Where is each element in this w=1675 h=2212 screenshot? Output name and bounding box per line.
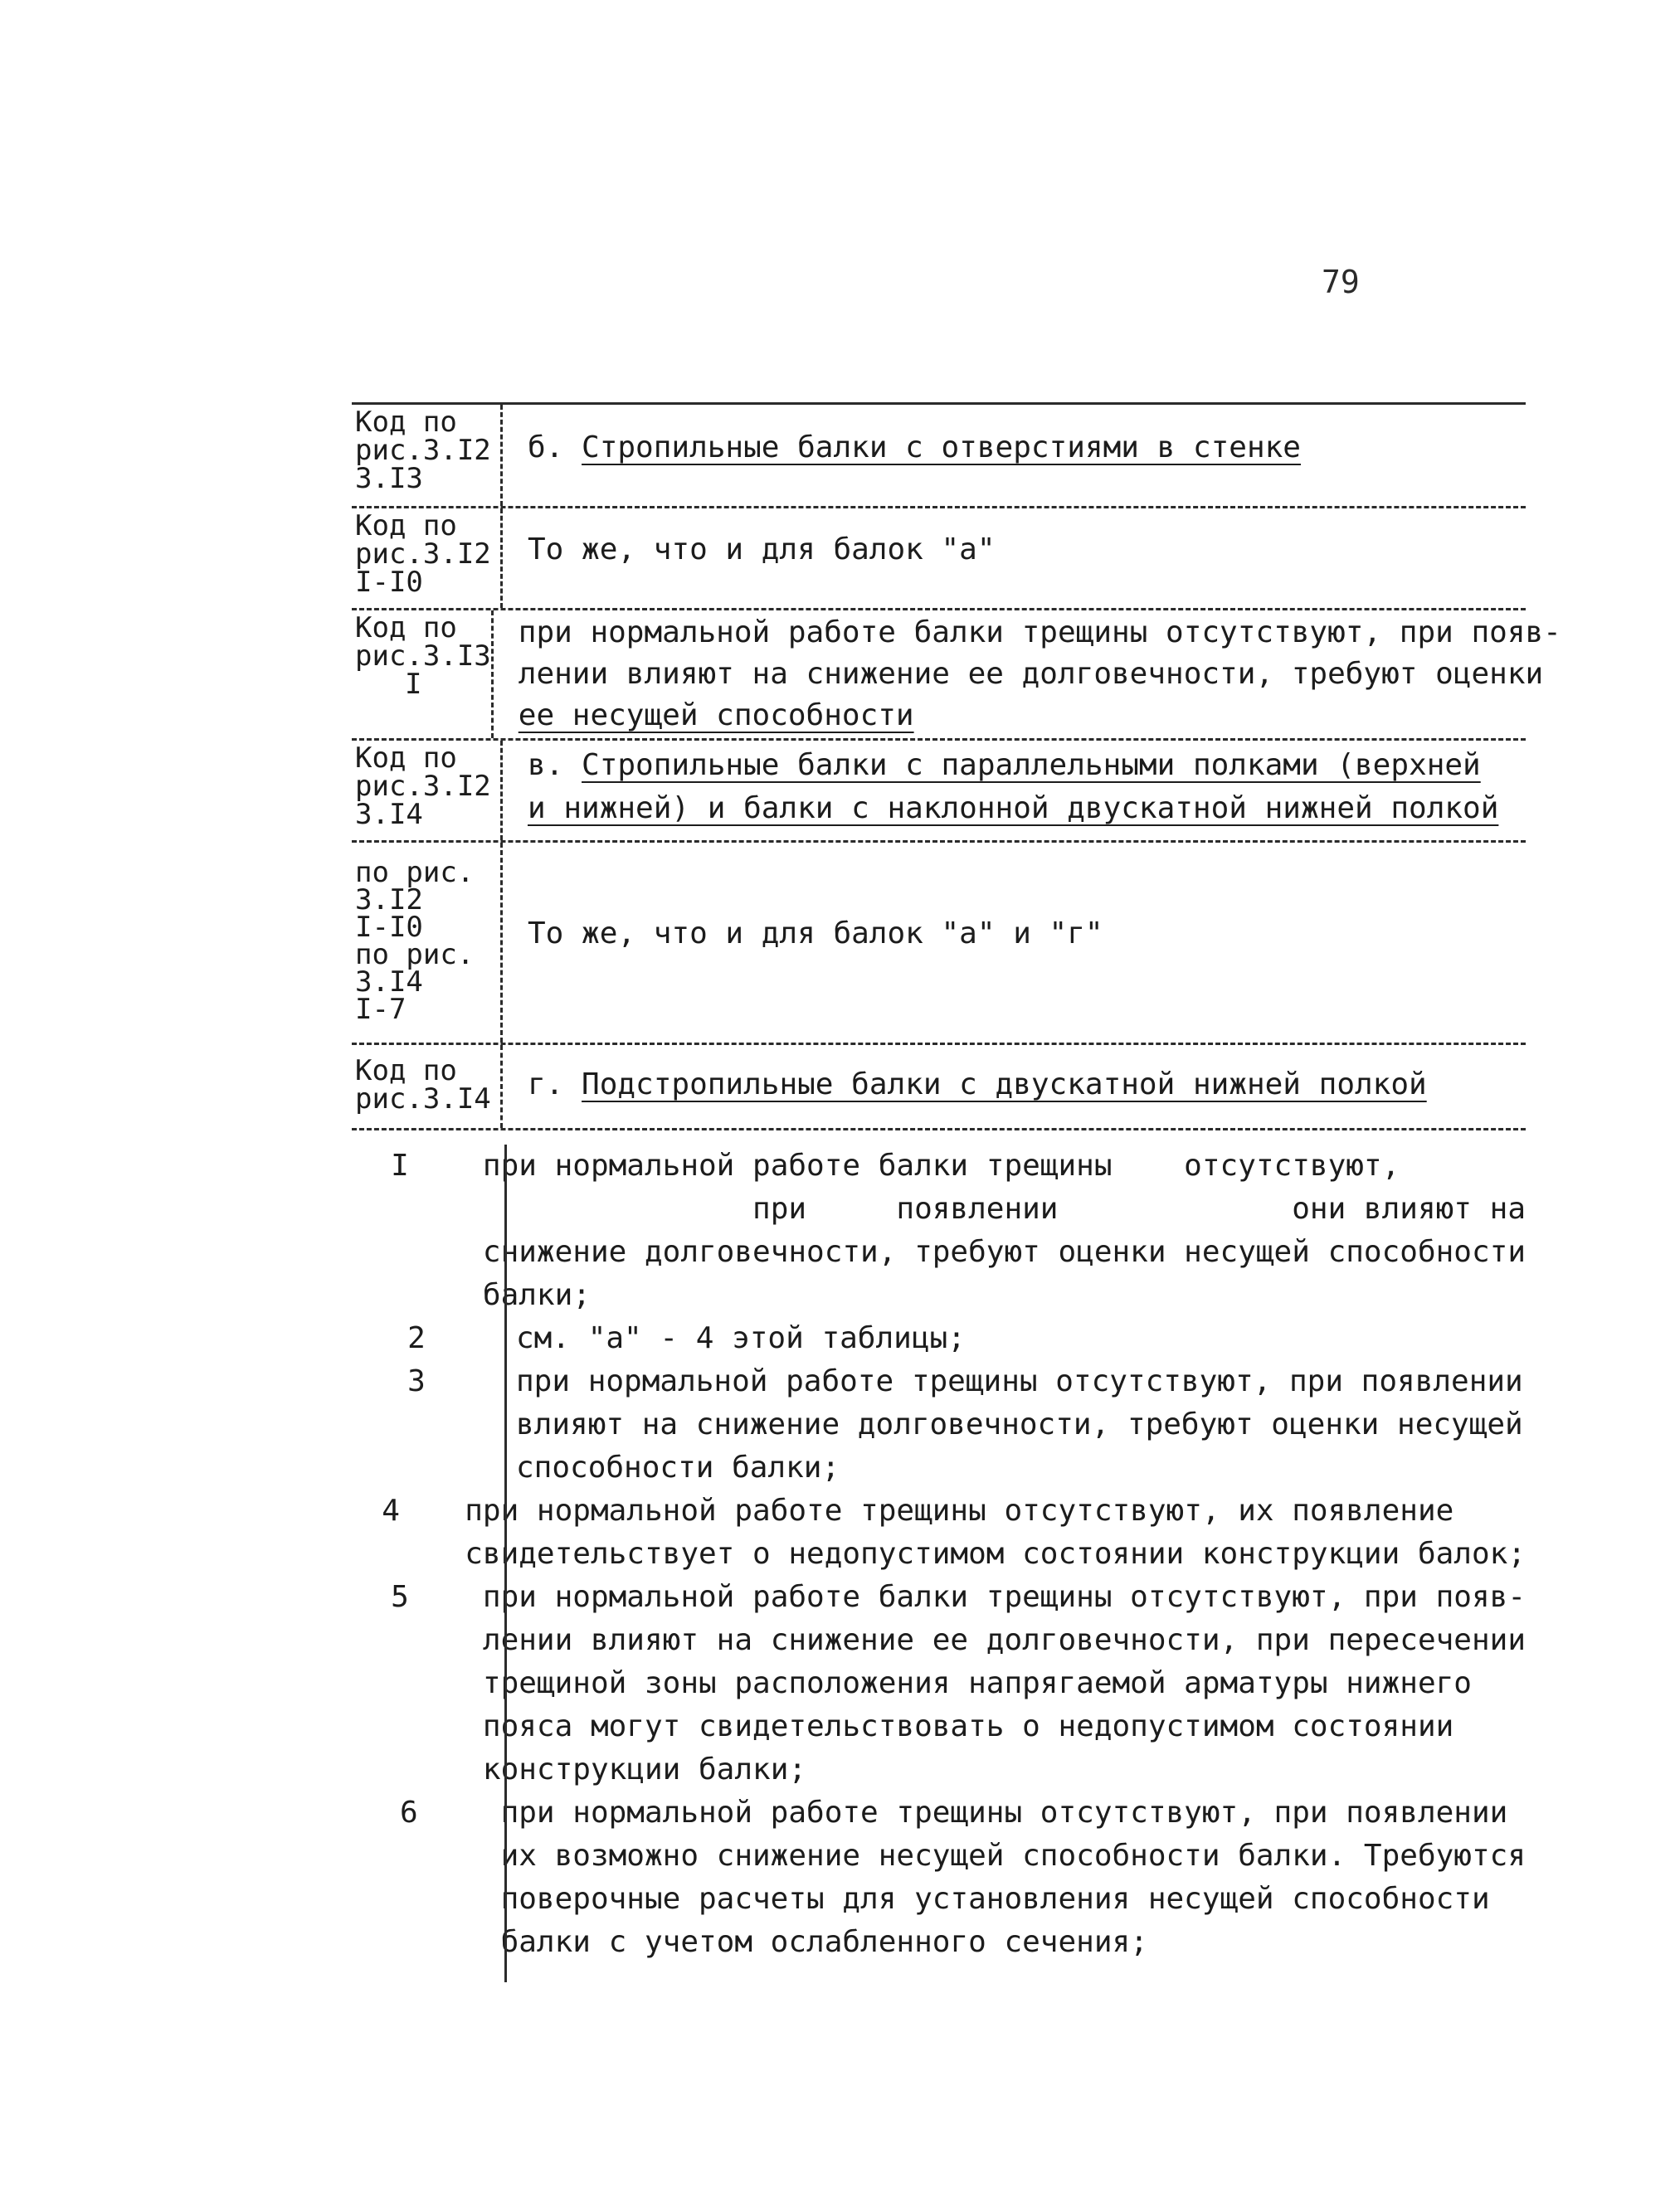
numbered-list xyxy=(352,1145,1526,1982)
code-line: рис.3.I3 xyxy=(355,639,491,673)
code-line: I-I0 xyxy=(355,911,423,944)
text-cell xyxy=(503,741,1526,840)
code-line: 3.I2 xyxy=(355,883,423,916)
section-heading-line: в. Стропильные балки с параллельными полками (верхней xyxy=(528,748,1481,782)
list-line: при нормальной работе трещины отсутствуют, при появлении xyxy=(500,1796,1508,1830)
code-line: Код по xyxy=(355,406,457,439)
text-cell xyxy=(503,508,1526,608)
page-number: 79 xyxy=(1322,264,1360,300)
list-line: при нормальной работе трещины отсутствуют, при появлении xyxy=(516,1364,1523,1398)
code-line: рис.3.I2 xyxy=(355,434,491,467)
text-cell xyxy=(503,405,1526,506)
list-vertical-rule xyxy=(504,1145,507,1982)
list-line: см. "а" - 4 этой таблицы; xyxy=(516,1321,966,1355)
list-item-text xyxy=(489,1791,1526,1964)
code-line: рис.3.I4 xyxy=(355,1082,491,1116)
code-line: I-7 xyxy=(355,993,407,1026)
code-cell xyxy=(352,610,494,738)
row-text: То же, что и для балок "а" xyxy=(528,532,996,566)
list-item-number: 4 xyxy=(382,1494,400,1528)
list-item-number: 2 xyxy=(407,1321,426,1355)
code-line: I xyxy=(405,668,422,701)
row-text-line: ее несущей способности xyxy=(518,698,914,732)
list-line: пояса могут свидетельствовать о недопустимом состоянии xyxy=(482,1709,1454,1743)
list-line: их возможно снижение несущей способности балки. Требуются xyxy=(500,1839,1526,1873)
list-line: при нормальной работе балки трещины отсутствуют, xyxy=(482,1149,1400,1183)
list-item xyxy=(352,1145,1526,1317)
list-item-text xyxy=(504,1317,1526,1360)
list-item-text xyxy=(453,1490,1526,1576)
code-line: Код по xyxy=(355,611,457,644)
list-line: при появлении они влияют на xyxy=(482,1192,1526,1226)
code-line: 3.I4 xyxy=(355,965,423,999)
table-row-same-as-a-g xyxy=(352,843,1526,1045)
list-item xyxy=(352,1317,1526,1360)
text-cell xyxy=(494,610,1561,738)
code-table xyxy=(352,402,1561,1130)
code-line: 3.I4 xyxy=(355,798,423,831)
section-heading-line: и нижней) и балки с наклонной двускатной нижней полкой xyxy=(528,791,1499,825)
list-line: балки с учетом ослабленного сечения; xyxy=(500,1925,1148,1959)
code-cell xyxy=(352,1045,503,1128)
list-line: способности балки; xyxy=(516,1451,840,1485)
code-cell xyxy=(352,508,503,608)
list-line: поверочные расчеты для установления несущей способности xyxy=(500,1882,1490,1916)
table-row-same-as-a xyxy=(352,508,1526,610)
table-row-v xyxy=(352,741,1526,843)
code-line: рис.3.I2 xyxy=(355,770,491,803)
code-line: рис.3.I2 xyxy=(355,537,491,571)
list-line: балки; xyxy=(482,1278,591,1312)
table-row-b xyxy=(352,405,1526,508)
code-line: Код по xyxy=(355,741,457,775)
text-cell xyxy=(503,1045,1526,1128)
code-cell xyxy=(352,741,503,840)
code-cell xyxy=(352,843,503,1043)
code-line: Код по xyxy=(355,1054,457,1087)
list-item-text xyxy=(471,1145,1526,1317)
text-cell xyxy=(503,843,1526,1043)
list-line: конструкции балки; xyxy=(482,1753,807,1787)
section-heading: г. Подстропильные балки с двускатной нижней полкой xyxy=(528,1067,1427,1101)
table-row-g xyxy=(352,1045,1526,1130)
list-item-text xyxy=(471,1576,1526,1791)
list-line: лении влияют на снижение ее долговечности, при пересечении xyxy=(482,1623,1526,1657)
list-item-number: 6 xyxy=(399,1796,418,1830)
list-line: при нормальной работе трещины отсутствуют, их появление xyxy=(465,1494,1454,1528)
code-line: по рис. xyxy=(355,856,475,889)
list-item-number: 3 xyxy=(407,1364,426,1398)
list-line: снижение долговечности, требуют оценки несущей способности xyxy=(482,1235,1526,1269)
code-cell xyxy=(352,405,503,506)
list-item-number: 5 xyxy=(391,1580,409,1614)
list-line: влияют на снижение долговечности, требуют оценки несущей xyxy=(516,1407,1523,1441)
row-text: То же, что и для балок "а" и "г" xyxy=(528,916,1103,950)
row-text-line: при нормальной работе балки трещины отсутствуют, при появ- xyxy=(518,615,1561,649)
code-line: по рис. xyxy=(355,938,475,971)
table-row-cracks xyxy=(352,610,1561,741)
list-item xyxy=(352,1576,1526,1791)
list-line: трещиной зоны расположения напрягаемой арматуры нижнего xyxy=(482,1666,1472,1700)
list-line: свидетельствует о недопустимом состоянии конструкции балок; xyxy=(465,1537,1526,1571)
list-item xyxy=(352,1490,1526,1576)
row-text-line: лении влияют на снижение ее долговечности, требуют оценки xyxy=(518,657,1544,691)
code-line: Код по xyxy=(355,509,457,542)
code-line: I-I0 xyxy=(355,566,423,599)
code-line: 3.I3 xyxy=(355,462,423,495)
list-item-text xyxy=(504,1360,1526,1490)
list-item xyxy=(352,1791,1526,1964)
list-line: при нормальной работе балки трещины отсутствуют, при появ- xyxy=(482,1580,1526,1614)
section-heading: б. Стропильные балки с отверстиями в стенке xyxy=(528,430,1301,464)
list-item xyxy=(352,1360,1526,1490)
list-item-number: I xyxy=(391,1149,409,1183)
